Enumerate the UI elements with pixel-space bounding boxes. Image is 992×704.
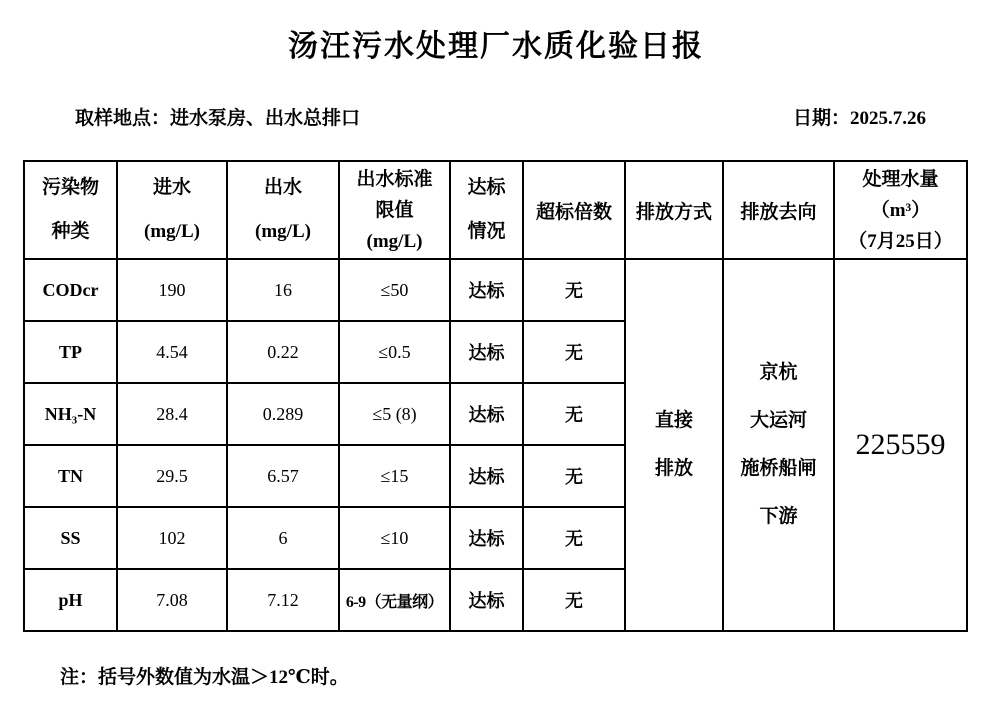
cell-effluent: 6 (227, 507, 339, 569)
header-line: 限值 (375, 199, 414, 221)
cell-compliance: 达标 (450, 507, 523, 569)
col-header-influent (117, 161, 227, 259)
cell-treated-volume: 225559 (834, 259, 967, 631)
cell-effluent: 7.12 (227, 569, 339, 631)
header-line: (mg/L) (144, 221, 200, 242)
cell-exceedance: 无 (523, 507, 625, 569)
cell-effluent: 0.22 (227, 321, 339, 383)
cell-pollutant: pH (24, 569, 117, 631)
header-line: (mg/L) (366, 230, 423, 252)
cell-exceedance: 无 (523, 569, 625, 631)
header-line: （7月25日） (848, 230, 953, 252)
report-date-label: 日期：2025.7.26 (792, 108, 926, 129)
cell-limit: 6-9（无量纲） (339, 569, 450, 631)
cell-influent: 29.5 (117, 445, 227, 507)
col-header-effluent (227, 161, 339, 259)
cell-discharge-mode (625, 259, 723, 631)
header-line: 出水 (263, 177, 302, 198)
merged-line: 京杭 (759, 362, 798, 383)
cell-exceedance: 无 (523, 321, 625, 383)
header-line: 情况 (467, 221, 506, 242)
water-quality-table (23, 160, 968, 632)
cell-influent: 4.54 (117, 321, 227, 383)
col-header-discharge-mode: 排放方式 (625, 161, 723, 259)
cell-pollutant: CODcr (24, 259, 117, 321)
header-line: 达标 (467, 177, 506, 198)
cell-effluent: 6.57 (227, 445, 339, 507)
header-line: (mg/L) (255, 221, 311, 242)
cell-compliance: 达标 (450, 569, 523, 631)
merged-line: 大运河 (749, 410, 807, 431)
header-line: 处理水量 (862, 168, 939, 190)
info-row (75, 103, 926, 130)
col-header-volume (834, 161, 967, 259)
merged-line: 施桥船闸 (740, 458, 817, 479)
cell-influent: 7.08 (117, 569, 227, 631)
header-line: （m³） (870, 199, 931, 221)
col-header-exceedance: 超标倍数 (523, 161, 625, 259)
cell-effluent: 0.289 (227, 383, 339, 445)
header-line: 污染物 (41, 177, 99, 198)
cell-limit: ≤5 (8) (339, 383, 450, 445)
header-line: 进水 (152, 177, 191, 198)
merged-line: 下游 (759, 506, 798, 527)
header-line: 种类 (51, 221, 90, 242)
cell-pollutant: TN (24, 445, 117, 507)
cell-exceedance: 无 (523, 259, 625, 321)
col-header-discharge-destination: 排放去向 (723, 161, 834, 259)
cell-influent: 102 (117, 507, 227, 569)
cell-limit: ≤15 (339, 445, 450, 507)
cell-compliance: 达标 (450, 259, 523, 321)
cell-compliance: 达标 (450, 383, 523, 445)
cell-pollutant: NH₃-N (24, 383, 117, 445)
cell-influent: 28.4 (117, 383, 227, 445)
footnote: 注：括号外数值为水温＞12℃时。 (60, 667, 349, 688)
cell-discharge-destination (723, 259, 834, 631)
cell-compliance: 达标 (450, 321, 523, 383)
col-header-compliance (450, 161, 523, 259)
sampling-location-label: 取样地点：进水泵房、出水总排口 (75, 108, 361, 129)
cell-limit: ≤0.5 (339, 321, 450, 383)
cell-compliance: 达标 (450, 445, 523, 507)
merged-line: 直接 (654, 410, 693, 431)
cell-pollutant: TP (24, 321, 117, 383)
cell-influent: 190 (117, 259, 227, 321)
header-line: 出水标准 (356, 168, 433, 190)
cell-exceedance: 无 (523, 383, 625, 445)
cell-exceedance: 无 (523, 445, 625, 507)
page-title: 汤汪污水处理厂水质化验日报 (288, 30, 704, 63)
cell-effluent: 16 (227, 259, 339, 321)
cell-limit: ≤50 (339, 259, 450, 321)
cell-pollutant: SS (24, 507, 117, 569)
header-row (24, 161, 967, 259)
table-row (24, 259, 967, 321)
col-header-limit (339, 161, 450, 259)
col-header-pollutant (24, 161, 117, 259)
merged-line: 排放 (654, 458, 693, 479)
cell-limit: ≤10 (339, 507, 450, 569)
